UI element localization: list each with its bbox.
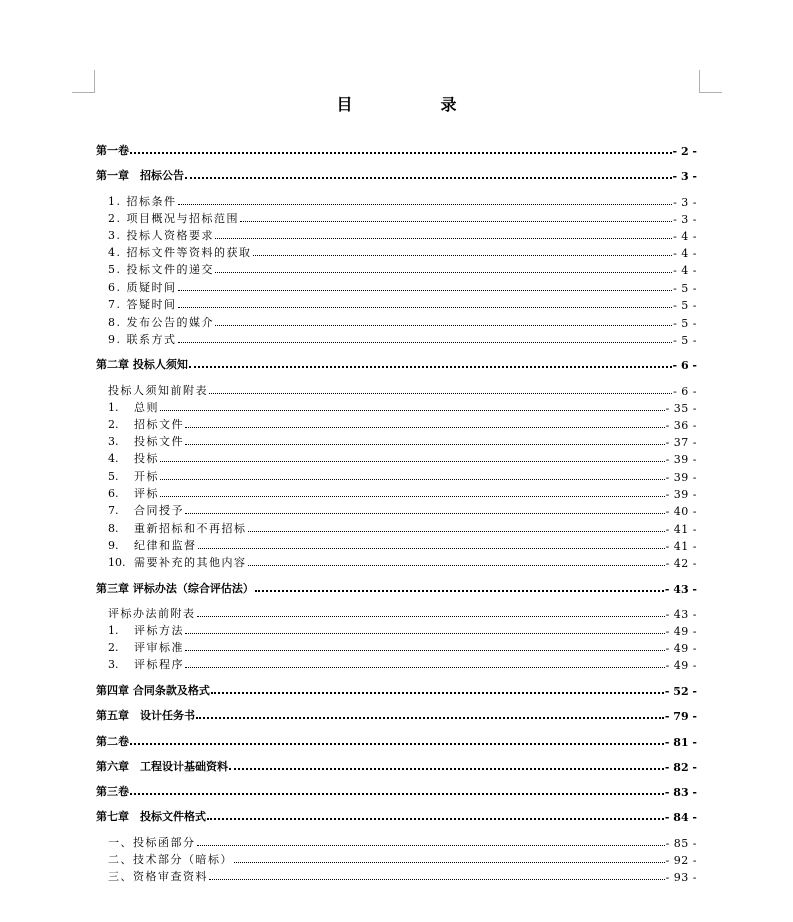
toc-page-number: - 43 - [665, 608, 697, 621]
dot-leader [130, 152, 672, 154]
toc-entry-label [108, 261, 214, 277]
toc-entry-number: 6. [108, 487, 119, 500]
toc-section-entry [108, 261, 697, 277]
toc-chapter-entry [96, 707, 697, 723]
toc-entry-label [108, 193, 177, 209]
toc-page-number: - 39 - [665, 453, 697, 466]
toc-chapter-entry [96, 142, 697, 158]
dot-leader [209, 393, 672, 394]
dot-leader [185, 667, 665, 668]
toc-page-number: - 42 - [665, 557, 697, 570]
toc-page-number: - 3 - [673, 196, 697, 209]
toc-entry-label [108, 554, 247, 570]
toc-chapter-entry [96, 682, 697, 698]
toc-entry-text: 第二章 投标人须知 [96, 358, 188, 371]
toc-page-number: - 49 - [665, 642, 697, 655]
toc-entry-text: 第五章 设计任务书 [96, 709, 195, 722]
toc-entry-number: 2. [108, 641, 119, 654]
toc-entry-label [108, 468, 159, 484]
dot-leader [240, 221, 672, 222]
toc-page-number: - 6 - [673, 385, 697, 398]
toc-page-number: - 6 - [672, 359, 697, 372]
toc-entry-label [96, 580, 254, 596]
dot-leader [229, 768, 664, 770]
toc-entry-text: 第六章 工程设计基础资料 [96, 760, 228, 773]
toc-entry-label [96, 758, 228, 774]
toc-section-entry [108, 227, 697, 243]
dot-leader [185, 427, 665, 428]
toc-entry-label [108, 656, 184, 672]
toc-page-number: - 92 - [665, 854, 697, 867]
toc-page-number: - 39 - [665, 488, 697, 501]
toc-entry-number: 1. [108, 624, 119, 637]
toc-page-number: - 37 - [665, 436, 697, 449]
toc-section-entry [108, 502, 697, 518]
toc-section-entry [108, 314, 697, 330]
toc-entry-label [108, 296, 177, 312]
dot-leader [185, 513, 665, 514]
toc-entry-text: 第四章 合同条款及格式 [96, 684, 210, 697]
toc-entry-text: 9. 联系方式 [108, 333, 177, 346]
toc-section-entry [108, 399, 697, 415]
toc-page-number: - 5 - [673, 334, 697, 347]
toc-entry-text: 招标文件 [134, 418, 184, 431]
toc-entry-label [108, 331, 177, 347]
dot-leader [197, 845, 665, 846]
toc-entry-label [108, 314, 214, 330]
toc-chapter-entry [96, 356, 697, 372]
toc-chapter-entry [96, 758, 697, 774]
toc-entry-label [108, 416, 184, 432]
toc-entry-label [96, 142, 129, 158]
toc-entry-label [108, 210, 239, 226]
toc-entry-label [96, 682, 210, 698]
dot-leader [185, 444, 665, 445]
toc-entry-text: 7. 答疑时间 [108, 298, 177, 311]
dot-leader [178, 342, 673, 343]
dot-leader [209, 879, 665, 880]
dot-leader [160, 461, 665, 462]
toc-section-entry [108, 193, 697, 209]
toc-entry-text: 5. 投标文件的递交 [108, 263, 214, 276]
toc-entry-text: 一、投标函部分 [108, 836, 196, 849]
toc-entry-text: 第一卷 [96, 144, 129, 157]
toc-section-entry [108, 554, 697, 570]
toc-section-entry [108, 210, 697, 226]
toc-entry-text: 评标 [134, 487, 159, 500]
toc-page-number: - 40 - [665, 505, 697, 518]
toc-page-number: - 41 - [665, 523, 697, 536]
toc-page-number: - 81 - [664, 736, 697, 749]
toc-entry-label [108, 520, 247, 536]
toc-section-entry [108, 622, 697, 638]
toc-page-number: - 49 - [665, 625, 697, 638]
dot-leader [178, 307, 673, 308]
dot-leader [185, 177, 672, 179]
toc-entry-label [108, 485, 159, 501]
dot-leader [196, 717, 664, 719]
toc-entry-text: 投标人须知前附表 [108, 384, 208, 397]
toc-page-number: - 43 - [664, 583, 697, 596]
toc-entry-label [108, 622, 184, 638]
crop-mark-top-left [72, 70, 95, 93]
dot-leader [130, 793, 664, 795]
dot-leader [160, 496, 665, 497]
toc-chapter-entry [96, 580, 697, 596]
toc-page-number: - 2 - [672, 145, 697, 158]
dot-leader [207, 818, 664, 820]
toc-entry-number: 5. [108, 470, 119, 483]
toc-entry-text: 合同授予 [134, 504, 184, 517]
toc-section-entry [108, 433, 697, 449]
toc-entry-label [108, 399, 159, 415]
dot-leader [185, 650, 665, 651]
toc-section-entry [108, 537, 697, 553]
toc-page-number: - 85 - [665, 837, 697, 850]
toc-page-number: - 93 - [665, 871, 697, 884]
toc-entry-text: 评标方法 [134, 624, 184, 637]
toc-page-number: - 52 - [664, 685, 697, 698]
dot-leader [215, 325, 672, 326]
toc-section-entry [108, 851, 697, 867]
toc-section-entry [108, 468, 697, 484]
toc-page-number: - 5 - [673, 282, 697, 295]
toc-page-number: - 82 - [664, 761, 697, 774]
toc-section-entry [108, 331, 697, 347]
toc-entry-label [96, 356, 188, 372]
dot-leader [178, 204, 673, 205]
toc-page-number: - 5 - [673, 299, 697, 312]
toc-entry-text: 第七章 投标文件格式 [96, 810, 206, 823]
toc-entry-label [108, 244, 252, 260]
dot-leader [234, 862, 665, 863]
toc-chapter-entry [96, 167, 697, 183]
toc-entry-number: 3. [108, 658, 119, 671]
toc-chapter-entry [96, 733, 697, 749]
dot-leader [185, 633, 665, 634]
toc-entry-label [108, 279, 177, 295]
toc-entry-text: 1. 招标条件 [108, 195, 177, 208]
toc-entry-label [108, 851, 233, 867]
toc-section-entry [108, 485, 697, 501]
dot-leader [211, 692, 664, 694]
toc-entry-label [108, 382, 208, 398]
toc-entry-text: 第一章 招标公告 [96, 169, 184, 182]
toc-page-number: - 4 - [673, 230, 697, 243]
toc-entry-number: 10. [108, 556, 126, 569]
dot-leader [248, 565, 665, 566]
toc-page-number: - 83 - [664, 786, 697, 799]
toc-section-entry [108, 520, 697, 536]
dot-leader [160, 479, 665, 480]
toc-entry-label [96, 707, 195, 723]
toc-page-number: - 79 - [664, 710, 697, 723]
toc-entry-text: 投标 [134, 452, 159, 465]
toc-entry-text: 6. 质疑时间 [108, 281, 177, 294]
dot-leader [189, 366, 672, 368]
toc-page-number: - 4 - [673, 264, 697, 277]
toc-entry-text: 第三卷 [96, 785, 129, 798]
toc-entry-text: 评标程序 [134, 658, 184, 671]
toc-section-entry [108, 279, 697, 295]
toc-entry-text: 2. 项目概况与招标范围 [108, 212, 239, 225]
toc-entry-text: 评审标准 [134, 641, 184, 654]
toc-entry-label [96, 167, 184, 183]
toc-section-entry [108, 450, 697, 466]
dot-leader [130, 743, 664, 745]
toc-section-entry [108, 296, 697, 312]
toc-section-entry [108, 834, 697, 850]
toc-entry-text: 4. 招标文件等资料的获取 [108, 246, 252, 259]
dot-leader [198, 548, 665, 549]
toc-section-entry [108, 416, 697, 432]
dot-leader [253, 255, 673, 256]
toc-entry-label [108, 450, 159, 466]
toc-entry-number: 7. [108, 504, 119, 517]
toc-entry-label [108, 639, 184, 655]
toc-entry-text: 重新招标和不再招标 [134, 522, 247, 535]
toc-entry-label [96, 783, 129, 799]
toc-page-number: - 35 - [665, 402, 697, 415]
dot-leader [178, 290, 673, 291]
toc-entry-number: 2. [108, 418, 119, 431]
dot-leader [248, 531, 665, 532]
toc-entry-number: 3. [108, 435, 119, 448]
dot-leader [215, 238, 672, 239]
toc-entry-text: 三、资格审查资料 [108, 870, 208, 883]
toc-page-number: - 41 - [665, 540, 697, 553]
toc-page-number: - 36 - [665, 419, 697, 432]
toc-section-entry [108, 244, 697, 260]
dot-leader [197, 616, 665, 617]
toc-entry-label [108, 605, 196, 621]
toc-section-entry [108, 382, 697, 398]
dot-leader [255, 590, 664, 592]
toc-entry-label [96, 733, 129, 749]
toc-entry-text: 第三章 评标办法（综合评估法） [96, 582, 254, 595]
toc-page-number: - 5 - [673, 317, 697, 330]
toc-chapter-entry [96, 808, 697, 824]
dot-leader [160, 410, 665, 411]
toc-entry-label [108, 537, 197, 553]
toc-entry-number: 4. [108, 452, 119, 465]
toc-entry-text: 评标办法前附表 [108, 607, 196, 620]
toc-entry-text: 8. 发布公告的媒介 [108, 316, 214, 329]
dot-leader [215, 272, 672, 273]
toc-chapter-entry [96, 783, 697, 799]
toc-entry-text: 总则 [134, 401, 159, 414]
toc-entry-number: 1. [108, 401, 119, 414]
toc-section-entry [108, 656, 697, 672]
toc-entry-text: 开标 [134, 470, 159, 483]
toc-section-entry [108, 605, 697, 621]
toc-entry-text: 第二卷 [96, 735, 129, 748]
toc-entry-label [108, 433, 184, 449]
crop-mark-top-right [699, 70, 722, 93]
toc-entry-label [108, 834, 196, 850]
toc-entry-text: 投标文件 [134, 435, 184, 448]
toc-page-number: - 39 - [665, 471, 697, 484]
toc-entry-label [108, 227, 214, 243]
toc-section-entry [108, 868, 697, 884]
toc-entry-label [108, 868, 208, 884]
toc-page-number: - 4 - [673, 247, 697, 260]
toc-page-number: - 3 - [672, 170, 697, 183]
toc-entry-number: 8. [108, 522, 119, 535]
toc-entry-text: 3. 投标人资格要求 [108, 229, 214, 242]
toc-entry-text: 需要补充的其他内容 [134, 556, 247, 569]
page-title: 目 录 [336, 95, 493, 114]
toc-entry-label [96, 808, 206, 824]
toc-entry-label [108, 502, 184, 518]
toc-page-number: - 84 - [664, 811, 697, 824]
toc-entry-text: 二、技术部分（暗标） [108, 853, 233, 866]
toc-section-entry [108, 639, 697, 655]
toc-page-number: - 3 - [673, 213, 697, 226]
toc-entry-text: 纪律和监督 [134, 539, 197, 552]
toc-page-number: - 49 - [665, 659, 697, 672]
toc-entry-number: 9. [108, 539, 119, 552]
